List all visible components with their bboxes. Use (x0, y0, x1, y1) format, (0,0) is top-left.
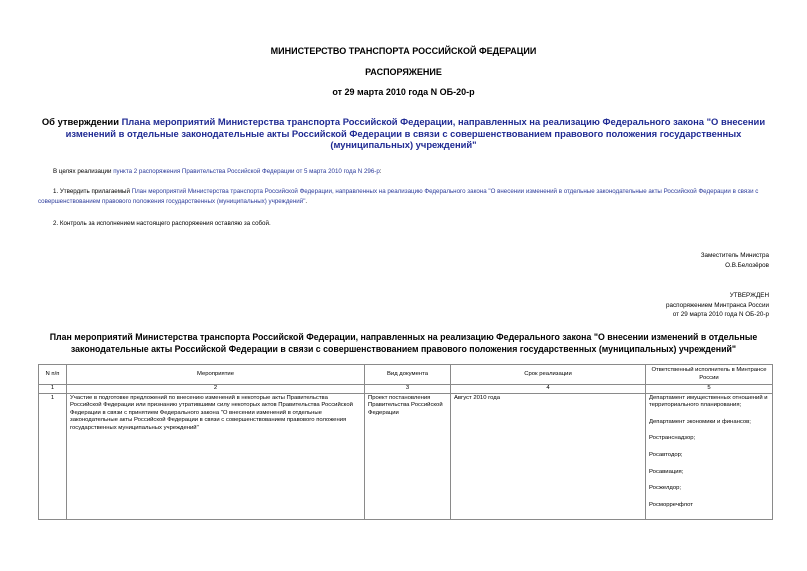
row-number: 1 (39, 393, 67, 520)
table-row (39, 393, 773, 520)
signatory-position: Заместитель Министра (700, 252, 769, 259)
column-header-deadline: Срок реализации (451, 365, 646, 385)
approval-by: распоряжением Минтранса России (666, 301, 769, 309)
item-1-plan-link[interactable]: План мероприятий Министерства транспорта Российской Федерации, направленных на реализацию Федерального закона "О внесении изменений в отдельные законодательные акты Российской Федерации в связи с совершенствованием правового положения государственных (муниципальных) учреждений" (38, 188, 759, 205)
column-header-responsible: Ответственный исполнитель в Минтрансе России (646, 365, 773, 385)
intro-decree-link[interactable]: пункта 2 распоряжения Правительства Российской Федерации от 5 марта 2010 года N 296-р (113, 168, 380, 175)
plan-table-column-numbers (39, 385, 773, 394)
row-doc-type: Проект постановления Правительства Российской Федерации (365, 393, 451, 520)
item-2-paragraph: 2. Контроль за исполнением настоящего распоряжения оставляю за собой. (53, 220, 271, 227)
responsible-item: Росавтодор; (649, 451, 683, 458)
responsible-item: Росморречфлот (649, 501, 693, 508)
plan-table (38, 364, 773, 520)
plan-table-header-row (39, 365, 773, 385)
column-number: 2 (67, 385, 365, 394)
row-activity: Участие в подготовке предложений по внесению изменений в некоторые акты Правительства Российской Федерации или признанию утратившими силу некоторых актов Правительства Российской Федерации в связи с принятием Федерального закона "О внесении изменений в отдельные законодательные акты Российской Федерации в связи с совершенствованием правового положения государственных муниципальных учреждений" (67, 393, 365, 520)
column-header-number: N п/п (39, 365, 67, 385)
item-1-suffix: . (305, 197, 308, 205)
item-1-paragraph (38, 187, 772, 206)
document-date-number: от 29 марта 2010 года N ОБ-20-р (332, 87, 475, 97)
responsible-item: Департамент имущественных отношений и территориального планирования; (649, 394, 768, 409)
responsible-item: Ространснадзор; (649, 435, 696, 442)
column-number: 3 (365, 385, 451, 394)
approval-stamp: УТВЕРЖДЕН (729, 292, 769, 299)
signature-block (701, 251, 769, 270)
item-1-prefix: 1. Утвердить прилагаемый (53, 188, 132, 195)
intro-paragraph (53, 167, 773, 177)
title-prefix: Об утверждении (41, 116, 122, 127)
intro-suffix: : (379, 168, 382, 175)
intro-prefix: В целях реализации (53, 168, 114, 175)
column-number: 4 (451, 385, 646, 394)
approval-block (666, 291, 769, 320)
responsible-item: Департамент экономики и финансов; (649, 418, 751, 425)
row-deadline: Август 2010 года (451, 393, 646, 520)
column-header-activity: Мероприятие (67, 365, 365, 385)
ministry-name: МИНИСТЕРСТВО ТРАНСПОРТА РОССИЙСКОЙ ФЕДЕРАЦИИ (270, 46, 537, 56)
plan-title: План мероприятий Министерства транспорта Российской Федерации, направленных на реализацию Федерального закона "О внесении изменений в отдельные законодательные акты Российской Федерации в связи с совершенствованием правового положения государственных (муниципальных) учреждений" (49, 332, 758, 354)
responsible-item: Росжелдор; (649, 485, 682, 492)
title-plan-link[interactable]: Плана мероприятий Министерства транспорта Российской Федерации, направленных на реализацию Федерального закона "О внесении изменений в отдельные законодательные акты Российской Федерации в связи с совершенствованием правового положения государственных (муниципальных) учреждений" (65, 116, 766, 150)
row-responsible (646, 393, 773, 520)
column-header-doc-type: Вид документа (365, 365, 451, 385)
document-title (30, 116, 777, 151)
column-number: 1 (39, 385, 67, 394)
signatory-name: О.В.Белозёров (725, 261, 769, 269)
responsible-item: Росавиация; (649, 468, 684, 475)
document-type: РАСПОРЯЖЕНИЕ (365, 67, 442, 77)
column-number: 5 (646, 385, 773, 394)
approval-date: от 29 марта 2010 года N ОБ-20-р (672, 311, 769, 318)
